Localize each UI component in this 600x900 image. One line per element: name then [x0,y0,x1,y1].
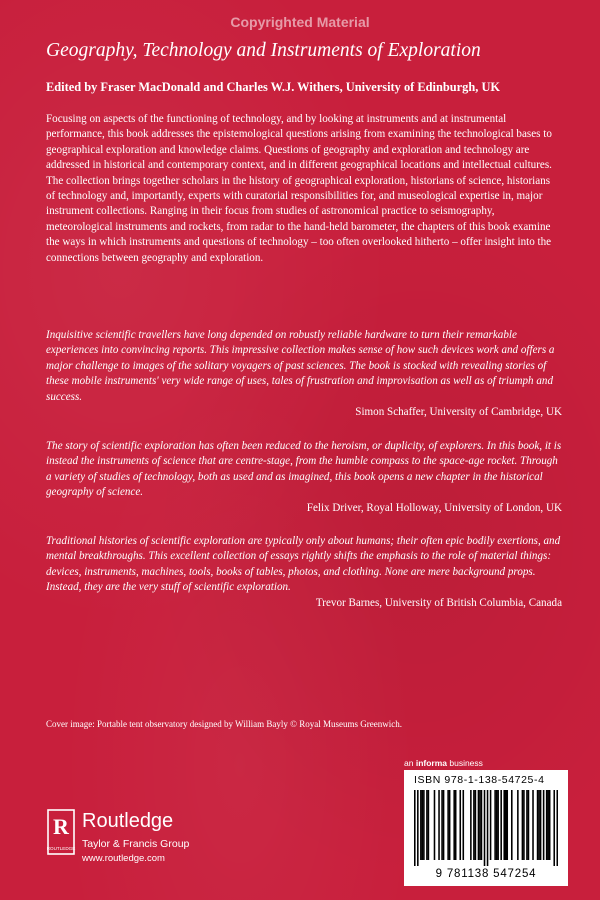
book-title: Geography, Technology and Instruments of Exploration [46,40,481,61]
barcode-bar [414,790,416,866]
barcode-bar [517,790,519,860]
barcode-bar [543,790,545,860]
publisher-website: www.routledge.com [82,853,165,864]
publisher-name: Routledge [82,810,174,832]
copyright-watermark: Copyrighted Material [230,14,370,30]
barcode-bar [443,790,445,860]
review-quote-1 [46,328,562,420]
barcode-bars [414,790,558,866]
barcode-bar [538,790,540,860]
barcode-bar [423,790,425,860]
barcode-bar [463,790,465,860]
barcode-bar [500,790,502,860]
barcode-bar [428,790,430,860]
barcode-bar [434,790,436,860]
barcode-bar [481,790,483,860]
barcode-bar [479,790,481,860]
barcode-bar [556,790,558,866]
logo-letter: R [53,814,69,839]
barcode-bar [511,790,513,860]
isbn-barcode [404,770,568,886]
review-attribution: Trevor Barnes, University of British Columbia, Canada [315,596,562,609]
barcode-bar [459,790,461,860]
barcode-bar [526,790,528,860]
informa-business-label [404,758,483,768]
review-quote-2 [46,439,562,516]
barcode-bar [420,790,422,860]
barcode-bar [494,790,496,860]
barcode-bar [422,790,424,860]
barcode-bar [506,790,508,860]
barcode-bar [505,790,507,860]
review-text: Inquisitive scientific travellers have long depended on robustly reliable hardware to turn their remarkable experiences into convincing reports. This impressive collection makes sense of how such devices work and offers a major challenge to images of the solitary voyagers of past sciences. The book is stocked with revealing stories of these mobile instruments' very wide range of uses, tales of frustration and improvisation as well as of triumph and success. [46,329,555,403]
review-text: The story of scientific exploration has often been reduced to the heroism, or duplicity, of explorers. In this book, it is instead the instruments of science that are centre-stage, from the humble compass to the space-age rocket. Through a variety of studies of technology, both as used and as imagined, this book opens a new chapter in the historical geography of science. [46,440,562,499]
logo-side-text: ROUTLEDGE [46,846,76,851]
barcode-bar [487,790,489,866]
barcode-bar [497,790,499,860]
barcode-bar [537,790,539,860]
barcode-bar [473,790,475,860]
routledge-logo-icon [46,808,76,856]
barcode-bar [449,790,451,860]
barcode-bar [553,790,555,866]
barcode-bar [426,790,428,860]
barcode-bar [522,790,524,860]
barcode-bar [455,790,457,860]
barcode-bar [484,790,486,866]
review-text: Traditional histories of scientific exploration are typically only about humans; their often epic bodily exertions, and mental breakthroughs. This excellent collection of essays rightly shifts the emphasis to the role of material things: devices, instruments, machines, tools, books of tables, photos, and clothing. None are mere background props. Instead, they are the very stuff of scientific exploration. [46,535,561,594]
informa-suffix: business [447,758,483,768]
barcode-bar [447,790,449,860]
barcode-bar [532,790,534,860]
barcode-bar [546,790,548,860]
informa-brand: informa [415,758,447,768]
isbn-number: ISBN 978-1-138-54725-4 [414,774,545,786]
barcode-bar [478,790,480,860]
ean-digits: 9 781138 547254 [435,868,537,880]
cover-image-credit: Cover image: Portable tent observatory designed by William Bayly © Royal Museums Greenwich. [46,719,402,729]
barcode-bar [417,790,419,866]
barcode-bar [470,790,472,860]
barcode-bar [523,790,525,860]
editors-line: Edited by Fraser MacDonald and Charles W.J. Withers, University of Edinburgh, UK [46,80,501,94]
review-attribution: Felix Driver, Royal Holloway, University of London, UK [306,501,562,514]
publisher-group: Taylor & Francis Group [82,838,190,850]
barcode-bar [453,790,455,860]
barcode-bar [547,790,549,860]
barcode-bar [438,790,440,860]
barcode-bar [441,790,443,860]
informa-prefix: an [404,758,416,768]
barcode-bar [549,790,551,860]
barcode-bar [490,790,492,860]
review-quote-3 [46,534,562,611]
review-attribution: Simon Schaffer, University of Cambridge, UK [355,406,562,419]
book-description: Focusing on aspects of the functioning of technology, and by looking at instruments and at instrumental performance, this book addresses the epistemological questions arising from examining the technological bases to geographical exploration and knowledge claims. Questions of geography and exploration and technology are addressed in historical and contemporary context, and in different geographical locations and intellectual cultures. The collection brings together scholars in the history of geographical exploration, historians of science, historians of technology and, importantly, experts with curatorial responsibilities for, and museological expertise in, major instrument collections. Ranging in their focus from studies of astronomical practice to seismography, meteorological instruments and rockets, from radar to the hand-held barometer, the chapters of this book examine the ways in which instruments and questions of technology – too often overlooked hitherto – offer insight into the connections between geography and exploration. [46,113,552,264]
barcode-bar [503,790,505,860]
barcode-bar [496,790,498,860]
barcode-bar [540,790,542,860]
barcode-bar [528,790,530,860]
barcode-bar [475,790,477,860]
